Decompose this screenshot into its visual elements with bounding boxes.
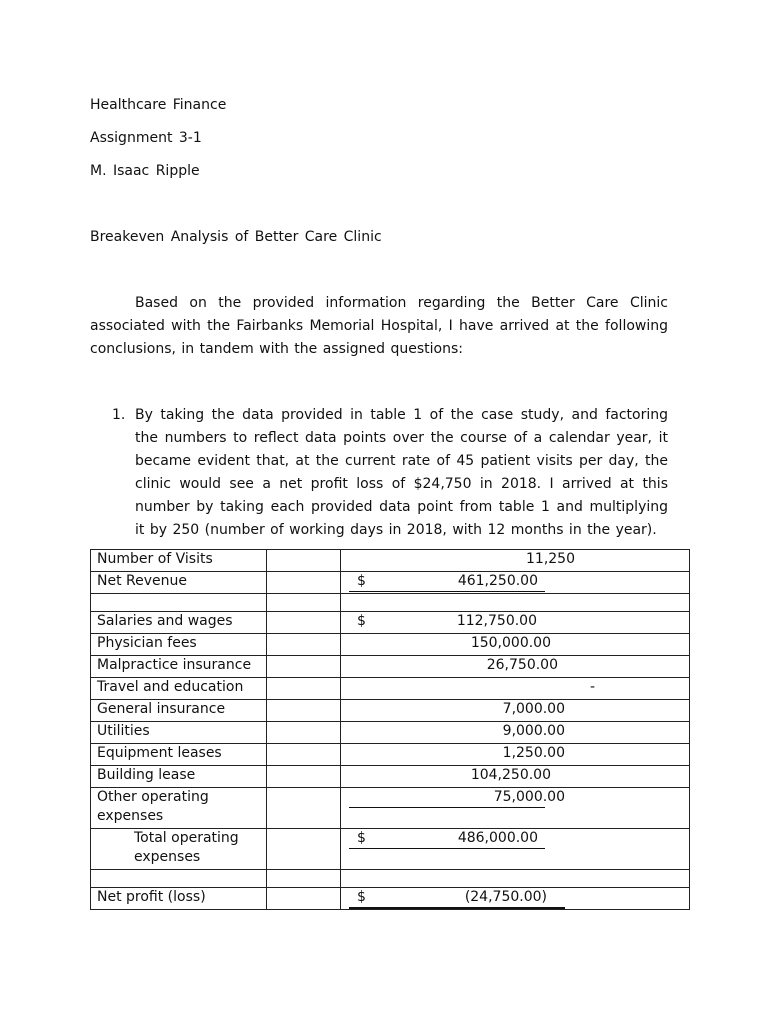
list-number: 1. [112, 407, 126, 423]
row-label: Equipment leases [91, 744, 267, 766]
table-row [91, 550, 690, 572]
row-label: Number of Visits [91, 550, 267, 572]
row-label: Travel and education [91, 678, 267, 700]
table-row [91, 829, 690, 870]
breakeven-table [90, 549, 690, 910]
visits-value: 11,250 [526, 551, 575, 567]
row-label: Salaries and wages [91, 612, 267, 634]
salaries-value: 112,750.00 [456, 613, 537, 629]
utilities-value: 9,000.00 [502, 723, 565, 739]
table-row [91, 678, 690, 700]
currency-sign: $ [357, 889, 366, 905]
list-item-text: By taking the data provided in table 1 of the case study, and factoring the numbers to reflect data points over the course of a calendar year, it became evident that, at the current rate of 45 patient visits per day, the clinic would see a net profit loss of $24,750 in 2018. I arrived at this number by taking each provided data point from table 1 and multiplying it by 250 (number of working days in 2018, with 12 months in the year). [135, 407, 668, 538]
row-label: Other operating expenses [91, 788, 267, 829]
total-value: 486,000.00 [457, 830, 538, 846]
currency-sign: $ [357, 830, 366, 846]
assignment-number: Assignment 3-1 [90, 130, 202, 146]
row-label: Net Revenue [91, 572, 267, 594]
physician-value: 150,000.00 [470, 635, 551, 651]
table-row [91, 572, 690, 594]
equipment-value: 1,250.00 [502, 745, 565, 761]
table-row [91, 766, 690, 788]
row-label: Net profit (loss) [91, 888, 267, 910]
row-label: Building lease [91, 766, 267, 788]
row-label: Utilities [91, 722, 267, 744]
currency-sign: $ [357, 613, 366, 629]
table-row-blank [91, 594, 690, 612]
table-row [91, 744, 690, 766]
row-label: Malpractice insurance [91, 656, 267, 678]
table-row [91, 888, 690, 910]
author-name: M. Isaac Ripple [90, 163, 200, 179]
table-row [91, 634, 690, 656]
course-name: Healthcare Finance [90, 97, 227, 113]
table-row [91, 612, 690, 634]
malpractice-value: 26,750.00 [486, 657, 558, 673]
table-row-blank [91, 870, 690, 888]
currency-sign: $ [357, 573, 366, 589]
intro-paragraph [90, 292, 668, 361]
intro-text: Based on the provided information regarding the Better Care Clinic associated with the Fairbanks Memorial Hospital, I have arrived at the following conclusions, in tandem with the assigned questions: [90, 295, 668, 357]
table-row [91, 700, 690, 722]
row-label: General insurance [91, 700, 267, 722]
other-value: 75,000.00 [493, 789, 565, 805]
building-value: 104,250.00 [470, 767, 551, 783]
document-title: Breakeven Analysis of Better Care Clinic [90, 229, 382, 245]
table-row [91, 656, 690, 678]
table-row [91, 722, 690, 744]
travel-value: - [589, 679, 595, 695]
row-label: Physician fees [91, 634, 267, 656]
general-value: 7,000.00 [502, 701, 565, 717]
net-value: (24,750.00) [464, 889, 547, 905]
revenue-value: 461,250.00 [457, 573, 538, 589]
table-row [91, 788, 690, 829]
row-label: Total operating expenses [134, 830, 239, 865]
